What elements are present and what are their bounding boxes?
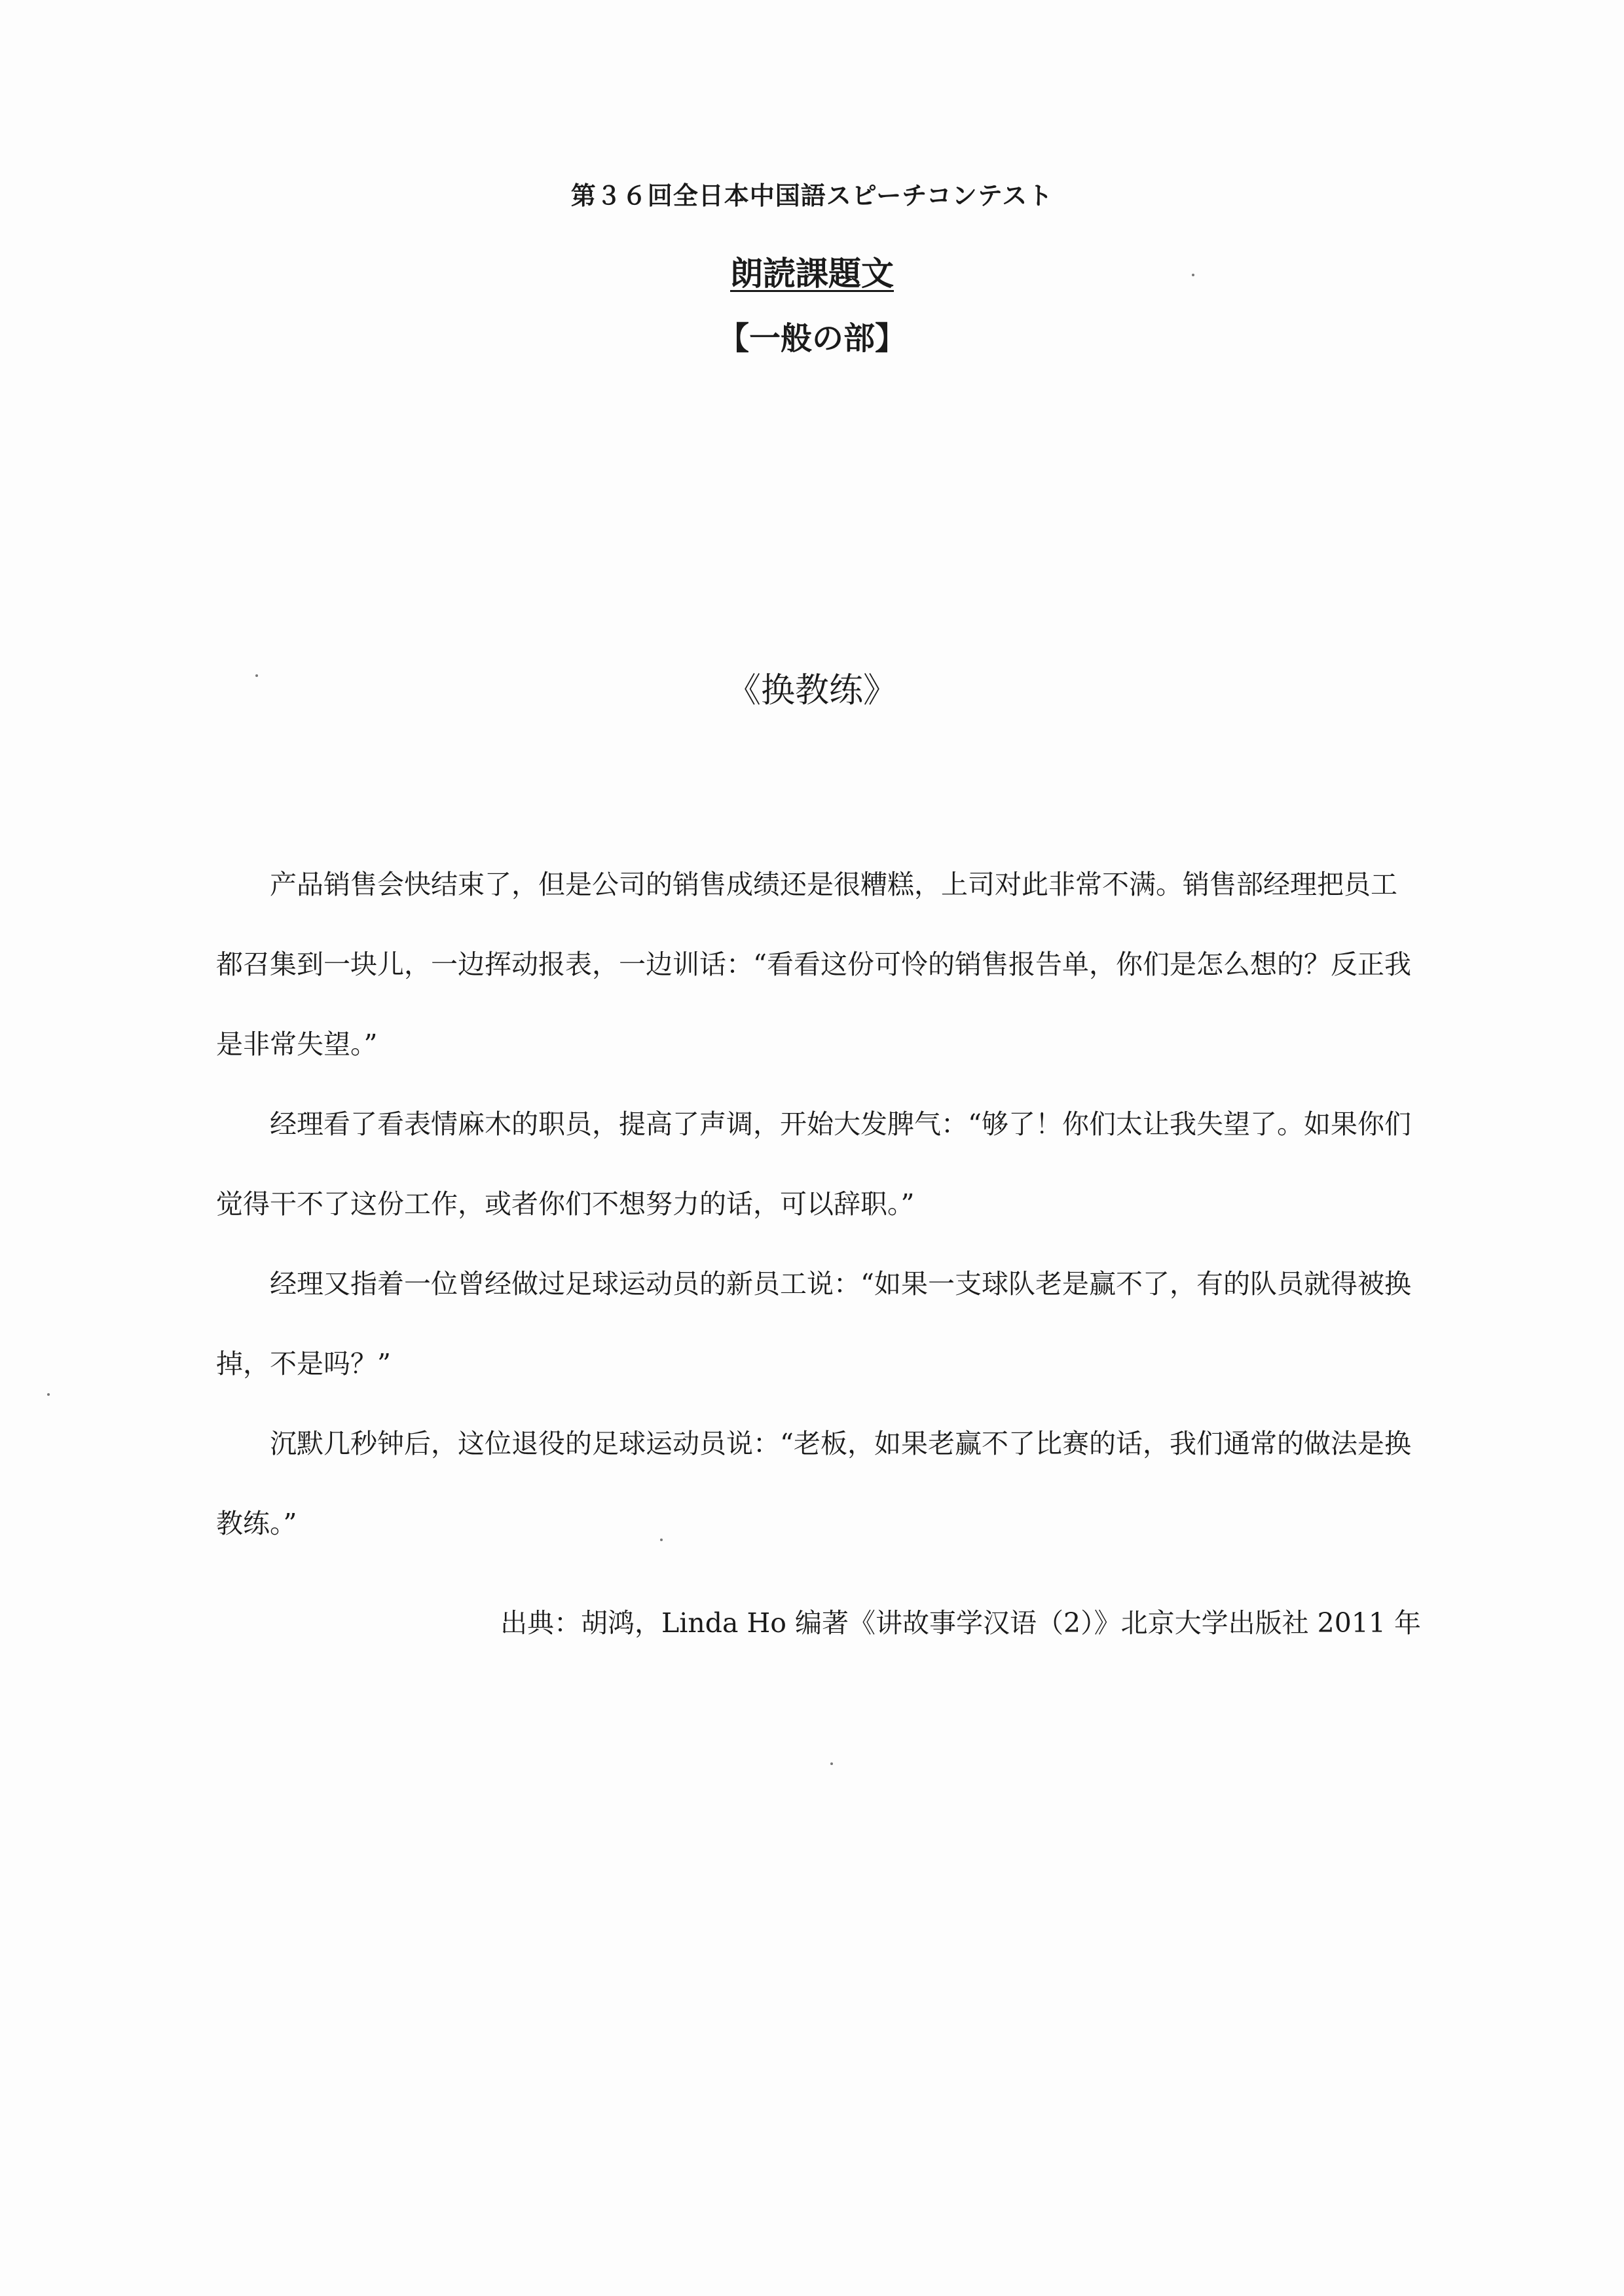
scan-speck (660, 1539, 663, 1541)
story-paragraph: 沉默几秒钟后，这位退役的足球运动员说：“老板，如果老赢不了比赛的话，我们通常的做法是换教练。” (216, 1428, 1411, 1539)
source-citation: 出典：胡鸿，Linda Ho 编著《讲故事学汉语（2）》北京大学出版社 2011 年 (500, 1607, 1421, 1639)
story-body (216, 845, 1421, 1563)
contest-title: 第３６回全日本中国語スピーチコンテスト (570, 181, 1054, 210)
story-title: 《换教练》 (726, 671, 897, 710)
document-title (0, 247, 1624, 295)
story-paragraph: 经理看了看表情麻木的职员，提高了声调，开始大发脾气：“够了！你们太让我失望了。如果你们觉得干不了这份工作，或者你们不想努力的话，可以辞职。” (216, 1108, 1411, 1220)
scan-speck (47, 1393, 50, 1396)
story-paragraph: 经理又指着一位曾经做过足球运动员的新员工说：“如果一支球队老是赢不了，有的队员就得被换掉，不是吗？” (216, 1268, 1411, 1379)
section-label: 【一般の部】 (717, 320, 906, 357)
scan-speck (1192, 274, 1194, 276)
scan-speck (255, 674, 258, 677)
story-paragraph: 产品销售会快结束了，但是公司的销售成绩还是很糟糕，上司对此非常不满。销售部经理把员工都召集到一块儿，一边挥动报表，一边训话：“看看这份可怜的销售报告单，你们是怎么想的？反正我是非常失望。” (216, 869, 1411, 1060)
document-title-text: 朗読課題文 (730, 254, 894, 293)
scan-speck (830, 1762, 833, 1765)
